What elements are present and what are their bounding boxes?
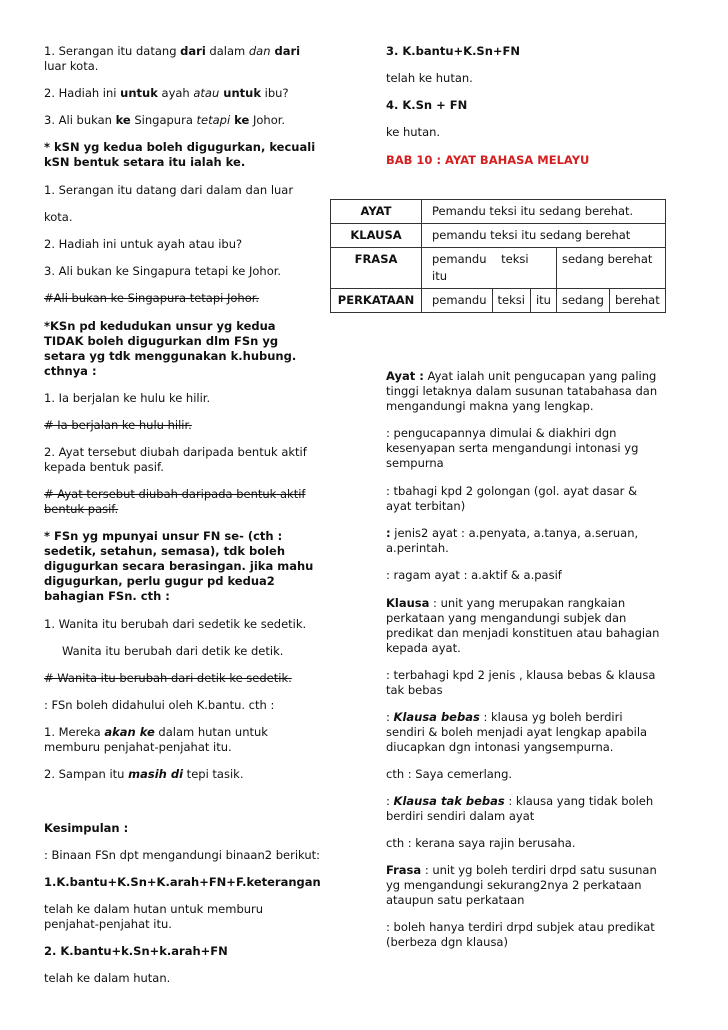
text-line: sendiri & boleh menjadi ayat lengkap apabila bbox=[386, 725, 648, 739]
table-row bbox=[331, 224, 666, 248]
text: atau bbox=[193, 86, 220, 100]
struck-text: bentuk pasif. bbox=[44, 502, 119, 516]
table-row bbox=[331, 289, 666, 313]
text-line: : terbahagi kpd 2 jenis , klausa bebas & klausa bbox=[386, 668, 656, 682]
text: ke bbox=[230, 113, 250, 127]
text-line: memburu penjahat-penjahat itu. bbox=[44, 740, 232, 754]
text-line: kesenyapan serta mengandungi intonasi yg bbox=[386, 441, 639, 455]
text-line: telah ke dalam hutan untuk memburu bbox=[44, 902, 264, 916]
text-line: perkataan yang mengandungi subjek dan bbox=[386, 611, 627, 625]
table-header-cell: KLAUSA bbox=[331, 224, 422, 248]
text-line: : FSn boleh didahului oleh K.bantu. cth : bbox=[44, 698, 275, 712]
chapter-heading: BAB 10 : AYAT BAHASA MELAYU bbox=[386, 153, 590, 167]
struck-text: #Ali bukan ke Singapura tetapi Johor. bbox=[44, 291, 260, 305]
text: : klausa yang tidak boleh bbox=[504, 794, 654, 808]
text-line bbox=[386, 526, 638, 541]
text: Klausa bebas bbox=[393, 710, 480, 724]
sentence-structure-table bbox=[330, 199, 666, 313]
text-line: tinggi letaknya dalam susunan tatabahasa dan bbox=[386, 384, 658, 398]
text: ayah bbox=[157, 86, 194, 100]
text: dalam bbox=[205, 44, 249, 58]
text: : bbox=[386, 526, 391, 540]
text-line: 2. Hadiah ini untuk ayah atau ibu? bbox=[44, 237, 243, 251]
text-line: ke hutan. bbox=[386, 125, 441, 139]
text: : bbox=[386, 794, 394, 808]
text: 1. Mereka bbox=[44, 725, 105, 739]
text: dari bbox=[180, 44, 206, 58]
text-line: : pengucapannya dimulai & diakhiri dgn bbox=[386, 426, 617, 440]
text: akan ke bbox=[104, 725, 155, 739]
text-line: predikat dan menjadi konstituen atau bahagian bbox=[386, 626, 660, 640]
text-line bbox=[44, 725, 268, 740]
text-line: Wanita itu berubah dari detik ke detik. bbox=[62, 644, 284, 658]
text-line bbox=[44, 86, 289, 101]
text: dari bbox=[270, 44, 301, 58]
text: masih di bbox=[128, 767, 184, 781]
text: teksi bbox=[501, 252, 529, 266]
rule-text: kSN bentuk setara itu ialah ke. bbox=[44, 155, 246, 169]
text-line: 2. Ayat tersebut diubah daripada bentuk aktif bbox=[44, 445, 307, 459]
text-line: : Binaan FSn dpt mengandungi binaan2 berikut: bbox=[44, 848, 321, 862]
text-line: 3. Ali bukan ke Singapura tetapi ke Johor. bbox=[44, 264, 282, 278]
table-header-cell: AYAT bbox=[331, 200, 422, 224]
text: 3. Ali bukan bbox=[44, 113, 116, 127]
text-line bbox=[386, 710, 623, 725]
text-line: diucapkan dgn intonasi yangsempurna. bbox=[386, 740, 614, 754]
text-line bbox=[44, 113, 285, 128]
rule-text: digugurkan, perlu gugur pd kedua2 bbox=[44, 574, 275, 588]
table-cell: sedang bbox=[556, 289, 609, 313]
table-cell: pemandu teksi itu sedang berehat bbox=[422, 224, 666, 248]
text-line: tak bebas bbox=[386, 683, 443, 697]
text: : unit yg boleh terdiri drpd satu susunan bbox=[421, 863, 657, 877]
text-line: a.perintah. bbox=[386, 541, 449, 555]
text: Ayat : bbox=[386, 369, 424, 383]
text: dan bbox=[248, 44, 271, 58]
table-cell: sedang berehat bbox=[556, 248, 665, 289]
struck-text: # Ayat tersebut diubah daripada bentuk aktif bbox=[44, 487, 306, 501]
text: untuk bbox=[120, 86, 158, 100]
rule-text: cthnya : bbox=[44, 364, 97, 378]
text: Johor. bbox=[249, 113, 286, 127]
text: : klausa yg boleh berdiri bbox=[479, 710, 623, 724]
text: Singapura bbox=[130, 113, 197, 127]
text-line: 3. K.bantu+K.Sn+FN bbox=[386, 44, 521, 58]
rule-text: TIDAK boleh digugurkan dlm FSn yg bbox=[44, 334, 279, 348]
text-line: ayat terbitan) bbox=[386, 499, 466, 513]
text-line: luar kota. bbox=[44, 59, 99, 73]
text-line: ataupun satu perkataan bbox=[386, 893, 525, 907]
table-cell: itu bbox=[530, 289, 556, 313]
text: pemandu bbox=[432, 252, 487, 266]
text: ke bbox=[115, 113, 131, 127]
text-line bbox=[386, 794, 653, 809]
table-cell: pemandu bbox=[422, 289, 493, 313]
table-cell bbox=[422, 248, 557, 289]
heading: Kesimpulan : bbox=[44, 821, 129, 835]
rule-text: digugurkan secara berasingan. jika mahu bbox=[44, 559, 314, 573]
text-line: kota. bbox=[44, 210, 73, 224]
text-line: kepada bentuk pasif. bbox=[44, 460, 164, 474]
rule-text: * kSN yg kedua boleh digugurkan, kecuali bbox=[44, 140, 316, 154]
text-line: 2. K.bantu+k.Sn+k.arah+FN bbox=[44, 944, 228, 958]
text-line bbox=[44, 767, 243, 782]
text: jenis2 ayat : a.penyata, a.tanya, a.seruan, bbox=[390, 526, 639, 540]
text: : bbox=[386, 710, 394, 724]
text: 2. Sampan itu bbox=[44, 767, 129, 781]
text-line: yg mengandungi sekurang2nya 2 perkataan bbox=[386, 878, 642, 892]
text-line: kepada ayat. bbox=[386, 641, 461, 655]
table-cell: teksi bbox=[492, 289, 530, 313]
text-line bbox=[386, 369, 656, 384]
table-header-cell: PERKATAAN bbox=[331, 289, 422, 313]
text: dalam hutan untuk bbox=[154, 725, 268, 739]
text-line: penjahat-penjahat itu. bbox=[44, 917, 172, 931]
rule-text: * FSn yg mpunyai unsur FN se- (cth : bbox=[44, 529, 283, 543]
text-line: 1. Wanita itu berubah dari sedetik ke sedetik. bbox=[44, 617, 307, 631]
text-line bbox=[386, 863, 657, 878]
text-line: : boleh hanya terdiri drpd subjek atau predikat bbox=[386, 920, 655, 934]
table-cell: berehat bbox=[609, 289, 665, 313]
text: Klausa bbox=[386, 596, 430, 610]
text-line: 1. Ia berjalan ke hulu ke hilir. bbox=[44, 391, 211, 405]
rule-text: setara yg tdk menggunakan k.hubung. bbox=[44, 349, 297, 363]
text: : unit yang merupakan rangkaian bbox=[429, 596, 626, 610]
text-line: sempurna bbox=[386, 456, 444, 470]
text: tepi tasik. bbox=[183, 767, 244, 781]
text: ibu? bbox=[261, 86, 289, 100]
text-line: berdiri sendiri dalam ayat bbox=[386, 809, 535, 823]
text-line: cth : Saya cemerlang. bbox=[386, 767, 513, 781]
text: Ayat ialah unit pengucapan yang paling bbox=[423, 369, 657, 383]
table-cell: Pemandu teksi itu sedang berehat. bbox=[422, 200, 666, 224]
text-line: 4. K.Sn + FN bbox=[386, 98, 468, 112]
struck-text: # Ia berjalan ke hulu hilir. bbox=[44, 418, 192, 432]
text: 2. Hadiah ini bbox=[44, 86, 121, 100]
text-line bbox=[44, 44, 300, 59]
text-line bbox=[386, 596, 625, 611]
rule-text: bahagian FSn. cth : bbox=[44, 589, 170, 603]
text: 1. Serangan itu datang bbox=[44, 44, 181, 58]
text-line: 1.K.bantu+K.Sn+K.arah+FN+F.keterangan bbox=[44, 875, 321, 889]
text: Frasa bbox=[386, 863, 422, 877]
table-header-cell: FRASA bbox=[331, 248, 422, 289]
text-line: : ragam ayat : a.aktif & a.pasif bbox=[386, 568, 562, 582]
struck-text: # Wanita itu berubah dari detik ke sedetik. bbox=[44, 671, 292, 685]
rule-text: *KSn pd kedudukan unsur yg kedua bbox=[44, 319, 276, 333]
text-line: : tbahagi kpd 2 golongan (gol. ayat dasar & bbox=[386, 484, 638, 498]
text-line: telah ke dalam hutan. bbox=[44, 971, 171, 985]
table-row bbox=[331, 248, 666, 289]
text-line: mengandungi makna yang lengkap. bbox=[386, 399, 594, 413]
table-row bbox=[331, 200, 666, 224]
text-line: (berbeza dgn klausa) bbox=[386, 935, 508, 949]
text-line: cth : kerana saya rajin berusaha. bbox=[386, 836, 576, 850]
text: itu bbox=[432, 269, 447, 283]
rule-text: sedetik, setahun, semasa), tdk boleh bbox=[44, 544, 286, 558]
text-line: telah ke hutan. bbox=[386, 71, 473, 85]
text: untuk bbox=[219, 86, 261, 100]
text-line: 1. Serangan itu datang dari dalam dan luar bbox=[44, 183, 294, 197]
text: Klausa tak bebas bbox=[393, 794, 505, 808]
text: tetapi bbox=[196, 113, 231, 127]
